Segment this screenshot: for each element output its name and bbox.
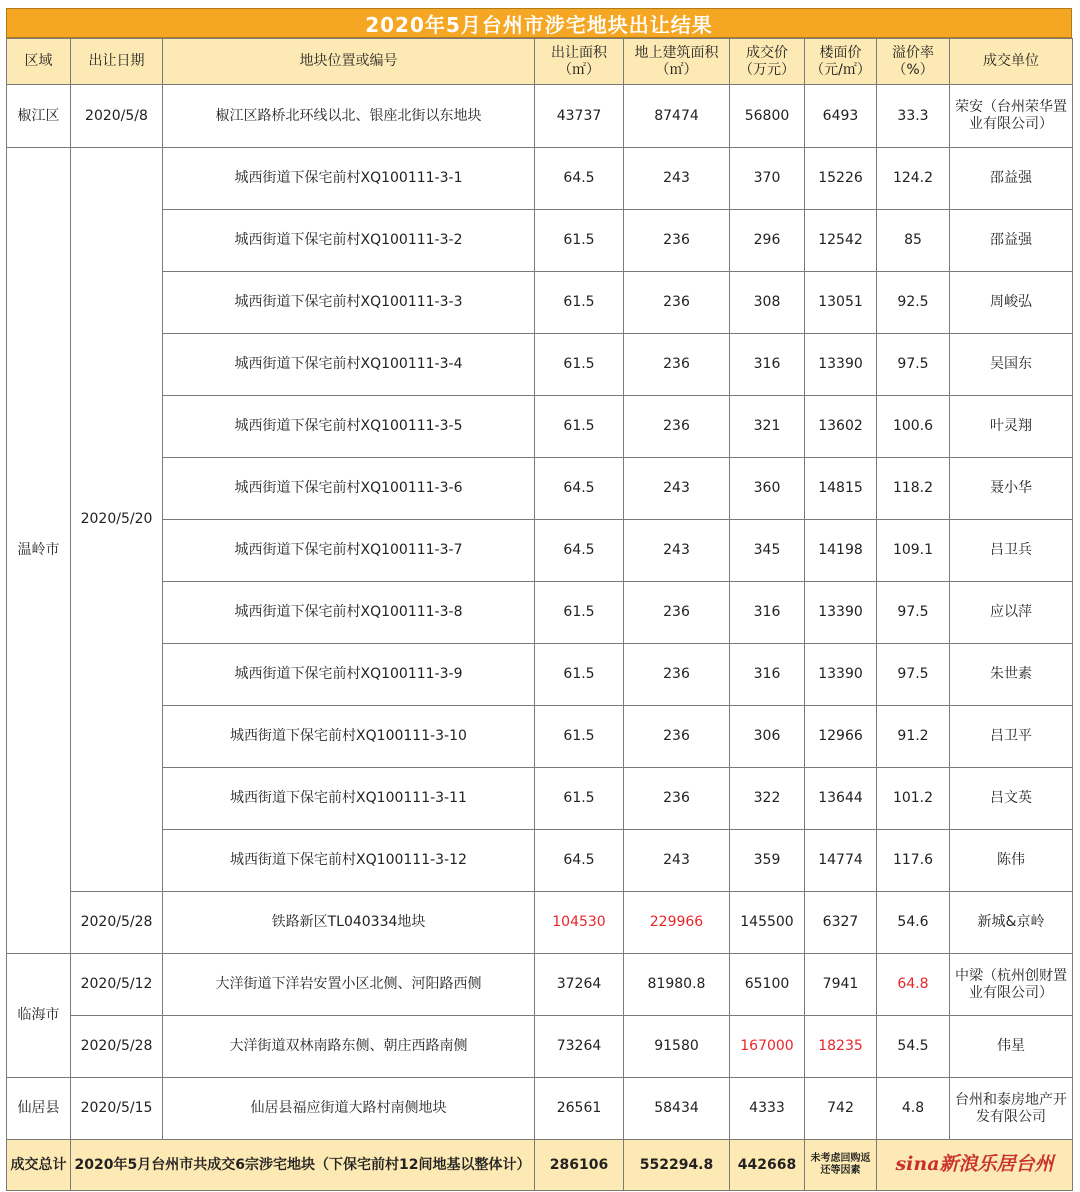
sina-logo-text: [895, 1153, 1053, 1175]
area-cell: 73264: [535, 1016, 624, 1078]
table-row: [7, 830, 1073, 892]
area-cell: 43737: [535, 85, 624, 148]
build-area-cell: 236: [624, 582, 730, 644]
region-cell: 仙居县: [7, 1078, 71, 1140]
location-cell: 城西街道下保宅前村XQ100111-3-10: [163, 706, 535, 768]
location-cell: 铁路新区TL040334地块: [163, 892, 535, 954]
table-row: [7, 334, 1073, 396]
floor-price-cell: 7941: [805, 954, 877, 1016]
area-cell: 64.5: [535, 148, 624, 210]
total-row: [7, 1140, 1073, 1191]
location-cell: 城西街道下保宅前村XQ100111-3-11: [163, 768, 535, 830]
table-row: [7, 520, 1073, 582]
header-floor-label: 楼面价: [819, 44, 862, 61]
location-cell: 城西街道下保宅前村XQ100111-3-2: [163, 210, 535, 272]
build-area-cell: 58434: [624, 1078, 730, 1140]
floor-price-cell: 14774: [805, 830, 877, 892]
table-row: [7, 272, 1073, 334]
area-cell: 64.5: [535, 458, 624, 520]
table-row: [7, 954, 1073, 1016]
table-row: [7, 210, 1073, 272]
header-premium-unit: （%）: [892, 61, 934, 78]
price-cell: 65100: [730, 954, 805, 1016]
header-area: [535, 39, 624, 85]
location-cell: 城西街道下保宅前村XQ100111-3-8: [163, 582, 535, 644]
date-cell: 2020/5/12: [71, 954, 163, 1016]
location-cell: 城西街道下保宅前村XQ100111-3-12: [163, 830, 535, 892]
buyer-cell: 邵益强: [950, 210, 1073, 272]
floor-price-cell: 6327: [805, 892, 877, 954]
area-cell: 61.5: [535, 706, 624, 768]
buyer-cell: 台州和泰房地产开发有限公司: [950, 1078, 1073, 1140]
build-area-cell: 87474: [624, 85, 730, 148]
header-area-unit: （㎡）: [558, 61, 600, 78]
floor-price-cell: 13051: [805, 272, 877, 334]
header-buyer: 成交单位: [950, 39, 1073, 85]
header-floor-price: [805, 39, 877, 85]
date-cell: 2020/5/28: [71, 892, 163, 954]
floor-price-cell: 13644: [805, 768, 877, 830]
build-area-cell: 91580: [624, 1016, 730, 1078]
location-cell: 城西街道下保宅前村XQ100111-3-7: [163, 520, 535, 582]
header-build-unit: （㎡）: [655, 61, 698, 78]
build-area-cell: 243: [624, 148, 730, 210]
premium-cell: 101.2: [877, 768, 950, 830]
table-row: [7, 892, 1073, 954]
build-area-cell: 236: [624, 272, 730, 334]
land-transfer-table: [6, 38, 1073, 1191]
area-cell: 61.5: [535, 334, 624, 396]
table-row: [7, 85, 1073, 148]
location-cell: 城西街道下保宅前村XQ100111-3-4: [163, 334, 535, 396]
premium-cell: 64.8: [877, 954, 950, 1016]
table-row: [7, 582, 1073, 644]
floor-price-cell: 12966: [805, 706, 877, 768]
build-area-cell: 236: [624, 210, 730, 272]
header-price-unit: （万元）: [739, 61, 795, 78]
buyer-cell: 聂小华: [950, 458, 1073, 520]
location-cell: 城西街道下保宅前村XQ100111-3-5: [163, 396, 535, 458]
total-summary: 2020年5月台州市共成交6宗涉宅地块（下保宅前村12间地基以整体计）: [71, 1140, 535, 1191]
floor-price-cell: 13390: [805, 334, 877, 396]
header-price: [730, 39, 805, 85]
price-cell: 316: [730, 582, 805, 644]
premium-cell: 54.6: [877, 892, 950, 954]
sina-logo-label: 新浪乐居台州: [939, 1152, 1054, 1175]
buyer-cell: 应以萍: [950, 582, 1073, 644]
build-area-cell: 243: [624, 830, 730, 892]
location-cell: 椒江区路桥北环线以北、银座北街以东地块: [163, 85, 535, 148]
price-cell: 4333: [730, 1078, 805, 1140]
premium-cell: 97.5: [877, 582, 950, 644]
price-cell: 370: [730, 148, 805, 210]
build-area-cell: 236: [624, 334, 730, 396]
header-row: [7, 39, 1073, 85]
area-cell: 61.5: [535, 272, 624, 334]
area-cell: 104530: [535, 892, 624, 954]
floor-price-cell: 14198: [805, 520, 877, 582]
buyer-cell: 周峻弘: [950, 272, 1073, 334]
price-cell: 359: [730, 830, 805, 892]
floor-price-cell: 15226: [805, 148, 877, 210]
build-area-cell: 236: [624, 768, 730, 830]
premium-cell: 97.5: [877, 644, 950, 706]
header-location: 地块位置或编号: [163, 39, 535, 85]
buyer-cell: 伟星: [950, 1016, 1073, 1078]
floor-price-cell: 18235: [805, 1016, 877, 1078]
price-cell: 321: [730, 396, 805, 458]
location-cell: 城西街道下保宅前村XQ100111-3-3: [163, 272, 535, 334]
date-cell: 2020/5/8: [71, 85, 163, 148]
build-area-cell: 81980.8: [624, 954, 730, 1016]
date-cell: 2020/5/20: [71, 148, 163, 892]
date-cell: 2020/5/15: [71, 1078, 163, 1140]
build-area-cell: 243: [624, 458, 730, 520]
premium-cell: 100.6: [877, 396, 950, 458]
location-cell: 仙居县福应街道大路村南侧地块: [163, 1078, 535, 1140]
price-cell: 360: [730, 458, 805, 520]
total-price: 442668: [730, 1140, 805, 1191]
premium-cell: 97.5: [877, 334, 950, 396]
buyer-cell: 陈伟: [950, 830, 1073, 892]
floor-price-cell: 13602: [805, 396, 877, 458]
premium-cell: 91.2: [877, 706, 950, 768]
price-cell: 345: [730, 520, 805, 582]
location-cell: 城西街道下保宅前村XQ100111-3-9: [163, 644, 535, 706]
premium-cell: 117.6: [877, 830, 950, 892]
floor-price-cell: 13390: [805, 582, 877, 644]
build-area-cell: 236: [624, 396, 730, 458]
header-premium-label: 溢价率: [892, 44, 934, 61]
region-cell: 临海市: [7, 954, 71, 1078]
area-cell: 61.5: [535, 582, 624, 644]
area-cell: 64.5: [535, 830, 624, 892]
table-row: [7, 148, 1073, 210]
price-cell: 56800: [730, 85, 805, 148]
header-floor-unit: （元/㎡）: [810, 61, 871, 78]
buyer-cell: 吴国东: [950, 334, 1073, 396]
price-cell: 296: [730, 210, 805, 272]
floor-price-cell: 6493: [805, 85, 877, 148]
premium-cell: 92.5: [877, 272, 950, 334]
buyer-cell: 叶灵翔: [950, 396, 1073, 458]
floor-price-cell: 742: [805, 1078, 877, 1140]
table-row: [7, 644, 1073, 706]
buyer-cell: 邵益强: [950, 148, 1073, 210]
price-cell: 322: [730, 768, 805, 830]
report-title: 2020年5月台州市涉宅地块出让结果: [6, 8, 1072, 38]
total-note: 未考虑回购返还等因素: [805, 1140, 877, 1191]
location-cell: 大洋街道双林南路东侧、朝庄西路南侧: [163, 1016, 535, 1078]
sina-logo: [877, 1140, 1073, 1191]
floor-price-cell: 12542: [805, 210, 877, 272]
area-cell: 61.5: [535, 768, 624, 830]
price-cell: 167000: [730, 1016, 805, 1078]
table-row: [7, 1078, 1073, 1140]
premium-cell: 33.3: [877, 85, 950, 148]
buyer-cell: 吕卫平: [950, 706, 1073, 768]
premium-cell: 85: [877, 210, 950, 272]
location-cell: 大洋街道下洋岩安置小区北侧、河阳路西侧: [163, 954, 535, 1016]
premium-cell: 118.2: [877, 458, 950, 520]
area-cell: 61.5: [535, 210, 624, 272]
floor-price-cell: 14815: [805, 458, 877, 520]
build-area-cell: 229966: [624, 892, 730, 954]
buyer-cell: 吕文英: [950, 768, 1073, 830]
premium-cell: 4.8: [877, 1078, 950, 1140]
buyer-cell: 吕卫兵: [950, 520, 1073, 582]
header-price-label: 成交价: [746, 44, 788, 61]
area-cell: 61.5: [535, 396, 624, 458]
header-area-label: 出让面积: [551, 44, 607, 61]
region-cell: 椒江区: [7, 85, 71, 148]
header-build-label: 地上建筑面积: [634, 44, 719, 61]
area-cell: 37264: [535, 954, 624, 1016]
build-area-cell: 236: [624, 644, 730, 706]
buyer-cell: 中梁（杭州创财置业有限公司）: [950, 954, 1073, 1016]
total-label: 成交总计: [7, 1140, 71, 1191]
header-build-area: [624, 39, 730, 85]
table-row: [7, 458, 1073, 520]
header-date: 出让日期: [71, 39, 163, 85]
floor-price-cell: 13390: [805, 644, 877, 706]
build-area-cell: 243: [624, 520, 730, 582]
area-cell: 64.5: [535, 520, 624, 582]
price-cell: 316: [730, 334, 805, 396]
price-cell: 306: [730, 706, 805, 768]
buyer-cell: 荣安（台州荣华置业有限公司）: [950, 85, 1073, 148]
premium-cell: 109.1: [877, 520, 950, 582]
table-row: [7, 396, 1073, 458]
total-area: 286106: [535, 1140, 624, 1191]
area-cell: 61.5: [535, 644, 624, 706]
build-area-cell: 236: [624, 706, 730, 768]
table-row: [7, 706, 1073, 768]
region-cell: 温岭市: [7, 148, 71, 954]
premium-cell: 124.2: [877, 148, 950, 210]
buyer-cell: 新城&京岭: [950, 892, 1073, 954]
date-cell: 2020/5/28: [71, 1016, 163, 1078]
buyer-cell: 朱世素: [950, 644, 1073, 706]
table-row: [7, 1016, 1073, 1078]
location-cell: 城西街道下保宅前村XQ100111-3-6: [163, 458, 535, 520]
premium-cell: 54.5: [877, 1016, 950, 1078]
table-row: [7, 768, 1073, 830]
price-cell: 308: [730, 272, 805, 334]
header-region: 区域: [7, 39, 71, 85]
location-cell: 城西街道下保宅前村XQ100111-3-1: [163, 148, 535, 210]
price-cell: 145500: [730, 892, 805, 954]
area-cell: 26561: [535, 1078, 624, 1140]
total-build-area: 552294.8: [624, 1140, 730, 1191]
header-premium: [877, 39, 950, 85]
sina-logo-mark: sina: [895, 1152, 940, 1175]
price-cell: 316: [730, 644, 805, 706]
